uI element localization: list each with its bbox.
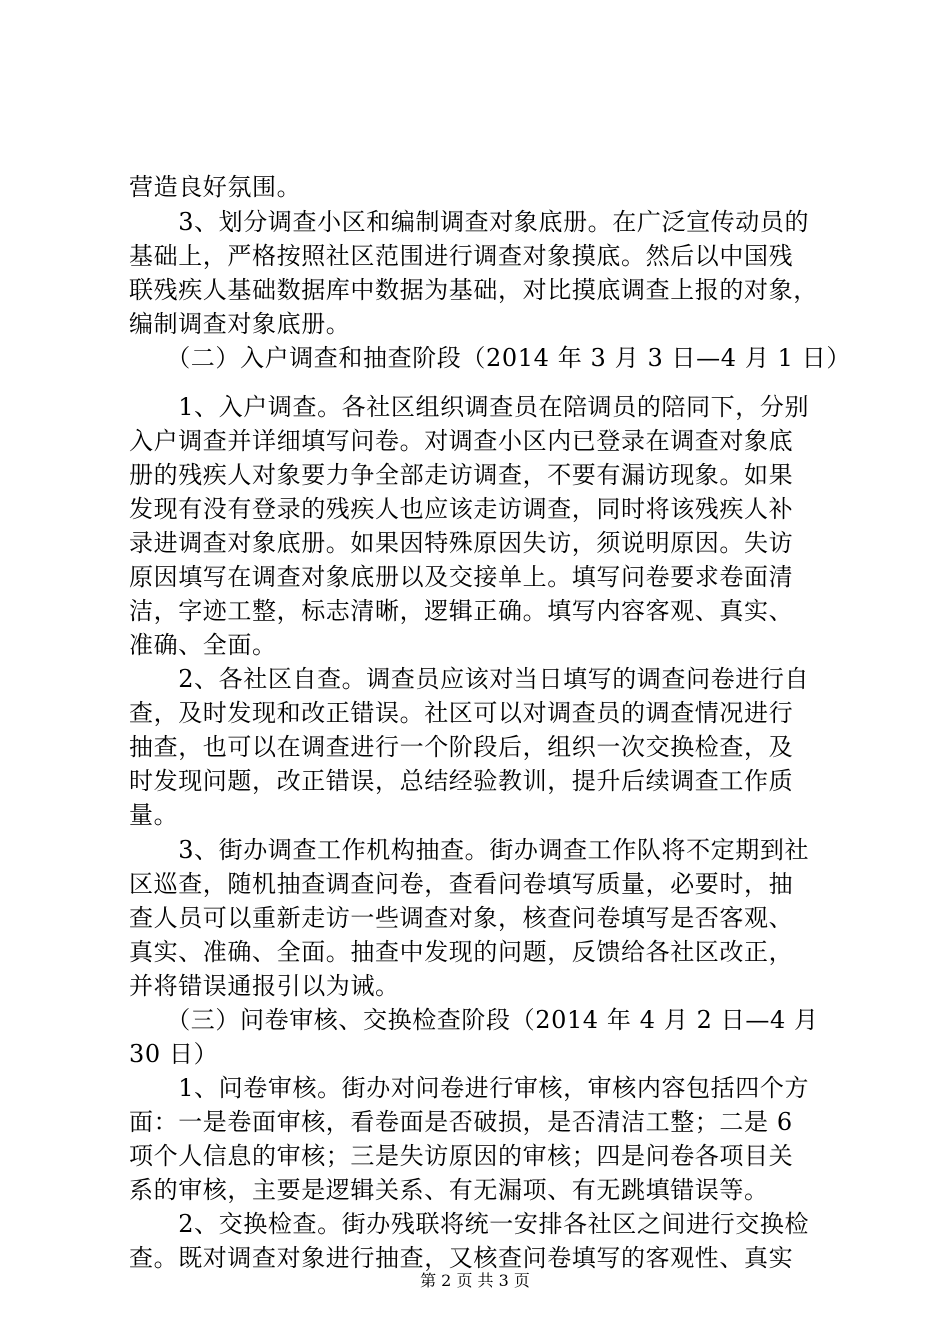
body-line: 3、划分调查小区和编制调查对象底册。在广泛宣传动员的 <box>129 208 810 236</box>
body-line: 洁，字迹工整，标志清晰，逻辑正确。填写内容客观、真实、 <box>129 597 794 625</box>
body-line: 入户调查并详细填写问卷。对调查小区内已登录在调查对象底 <box>129 427 794 455</box>
body-line: 2、各社区自查。调查员应该对当日填写的调查问卷进行自 <box>129 665 810 693</box>
body-line: 基础上，严格按照社区范围进行调查对象摸底。然后以中国残 <box>129 242 794 270</box>
section-heading: （三）问卷审核、交换检查阶段（2014 年 4 月 2 日—4 月 <box>129 1006 819 1034</box>
body-line: 面：一是卷面审核，看卷面是否破损，是否清洁工整；二是 6 <box>129 1108 793 1136</box>
body-line: 区巡查，随机抽查调查问卷，查看问卷填写质量，必要时，抽 <box>129 870 794 898</box>
body-line: 并将错误通报引以为诫。 <box>129 972 400 1000</box>
body-line: 准确、全面。 <box>129 631 277 659</box>
body-line: 项个人信息的审核；三是失访原因的审核；四是问卷各项目关 <box>129 1142 794 1170</box>
body-line: 营造良好氛围。 <box>129 173 302 201</box>
section-heading: 30 日） <box>129 1040 219 1068</box>
body-line: 量。 <box>129 801 179 829</box>
body-line: 联残疾人基础数据库中数据为基础，对比摸底调查上报的对象， <box>129 276 818 304</box>
body-line: 系的审核，主要是逻辑关系、有无漏项、有无跳填错误等。 <box>129 1176 769 1204</box>
body-line: 原因填写在调查对象底册以及交接单上。填写问卷要求卷面清 <box>129 563 794 591</box>
body-line: 3、街办调查工作机构抽查。街办调查工作队将不定期到社 <box>129 836 810 864</box>
section-heading: （二）入户调查和抽查阶段（2014 年 3 月 3 日—4 月 1 日） <box>129 344 851 372</box>
body-line: 查。既对调查对象进行抽查，又核查问卷填写的客观性、真实 <box>129 1244 794 1272</box>
body-line: 录进调查对象底册。如果因特殊原因失访，须说明原因。失访 <box>129 529 794 557</box>
body-line: 时发现问题，改正错误，总结经验教训，提升后续调查工作质 <box>129 767 794 795</box>
body-line: 抽查，也可以在调查进行一个阶段后，组织一次交换检查，及 <box>129 733 794 761</box>
body-line: 2、交换检查。街办残联将统一安排各社区之间进行交换检 <box>129 1210 810 1238</box>
body-line: 发现有没有登录的残疾人也应该走访调查，同时将该残疾人补 <box>129 495 794 523</box>
body-line: 1、入户调查。各社区组织调查员在陪调员的陪同下，分别 <box>129 393 810 421</box>
page-footer: 第 2 页 共 3 页 <box>420 1271 530 1290</box>
body-line: 册的残疾人对象要力争全部走访调查，不要有漏访现象。如果 <box>129 461 794 489</box>
body-line: 1、问卷审核。街办对问卷进行审核，审核内容包括四个方 <box>129 1074 810 1102</box>
body-line: 真实、准确、全面。抽查中发现的问题，反馈给各社区改正， <box>129 938 794 966</box>
body-line: 查，及时发现和改正错误。社区可以对调查员的调查情况进行 <box>129 699 794 727</box>
body-line: 编制调查对象底册。 <box>129 310 351 338</box>
body-line: 查人员可以重新走访一些调查对象，核查问卷填写是否客观、 <box>129 904 794 932</box>
